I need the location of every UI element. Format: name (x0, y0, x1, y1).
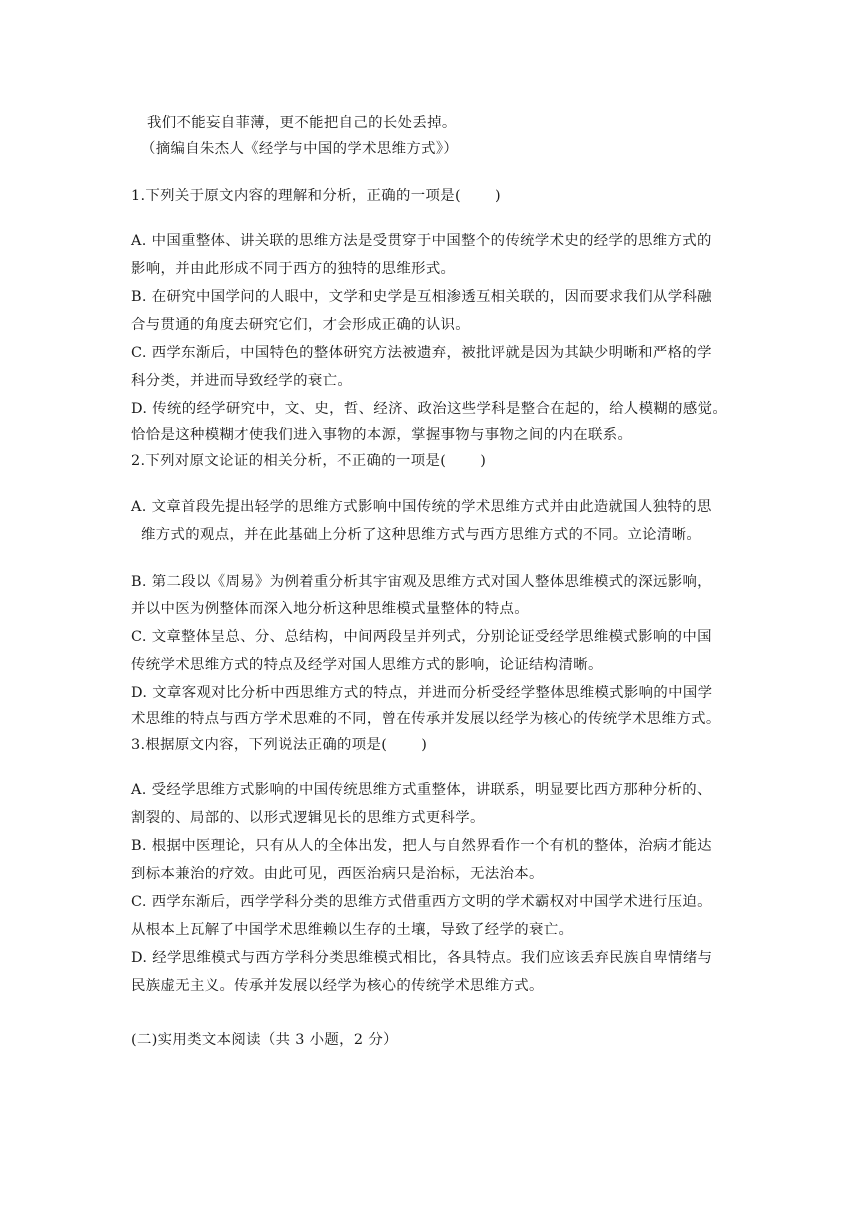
question-3-stem-close: ) (421, 737, 428, 753)
question-2-stem (131, 451, 486, 471)
q3-option-c-line2: 从根本上瓦解了中国学术思维赖以生存的土壤，导致了经学的衰亡。 (131, 922, 574, 938)
q1-option-a-line2: 影响，并由此形成不同于西方的独特的思维形式。 (131, 261, 456, 277)
q2-option-d-line1: D. 文章客观对比分析中西思维方式的特点，并进而分析受经学整体思维模式影响的中国学 (131, 685, 713, 701)
q2-option-d-line2: 术思维的特点与西方学术思难的不同，曾在传承并发展以经学为核心的传统学术思维方式。 (131, 711, 721, 727)
q2-option-b-line1: B. 第二段以《周易》为例着重分析其宇宙观及思维方式对国人整体思维模式的深远影响， (131, 574, 712, 590)
q3-option-d-line1: D. 经学思维模式与西方学科分类思维模式相比，各具特点。我们应该丢弃民族自卑情绪与 (131, 950, 713, 966)
q1-option-a-line1: A. 中国重整体、讲关联的思维方法是受贯穿于中国整个的传统学术史的经学的思维方式的 (131, 233, 712, 249)
q1-option-c-line1: C. 西学东渐后，中国特色的整体研究方法被遗弃，被批评就是因为其缺少明晰和严格的学 (131, 345, 712, 361)
q2-option-a-line2: 维方式的观点，并在此基础上分析了这种思维方式与西方思维方式的不同。立论清晰。 (141, 527, 702, 543)
q1-option-b-line1: B. 在研究中国学问的人眼中，文学和史学是互相渗透互相关联的，因而要求我们从学科融 (131, 289, 712, 305)
q3-option-a-line2: 割裂的、局部的、以形式逻辑见长的思维方式更科学。 (131, 810, 485, 826)
question-3-stem-text: 3.根据原文内容，下列说法正确的项是( (131, 737, 388, 753)
q1-option-c-line2: 科分类，并进而导致经学的衰亡。 (131, 373, 353, 389)
source-citation: （摘编自朱杰人《经学与中国的学术思维方式》） (141, 141, 459, 157)
q2-option-c-line2: 传统学术思维方式的特点及经学对国人思维方式的影响，论证结构清晰。 (131, 657, 603, 673)
q2-option-b-line2: 并以中医为例整体而深入地分析这种思维模式量整体的特点。 (131, 601, 529, 617)
question-1-stem (131, 186, 501, 206)
q3-option-c-line1: C. 西学东渐后，西学学科分类的思维方式借重西方文明的学术霸权对中国学术进行压迫。 (131, 894, 712, 910)
question-1-stem-text: 1.下列关于原文内容的理解和分析，正确的一项是( (131, 188, 461, 204)
q3-option-b-line1: B. 根据中医理论，只有从人的全体出发，把人与自然界看作一个有机的整体，治病才能达 (131, 838, 712, 854)
question-3-stem (131, 735, 427, 755)
question-1-stem-close: ) (494, 188, 501, 204)
q1-option-d-line2: 恰恰是这种模糊才使我们进入事物的本源，掌握事物与事物之间的内在联系。 (131, 427, 633, 443)
closing-sentence: 我们不能妄自菲薄，更不能把自己的长处丢掉。 (147, 115, 457, 131)
q3-option-d-line2: 民族虚无主义。传承并发展以经学为核心的传统学术思维方式。 (131, 978, 544, 994)
section-heading: (二)实用类文本阅读（共 3 小题，2 分） (131, 1032, 398, 1048)
question-2-stem-close: ) (480, 453, 487, 469)
q1-option-d-line1: D. 传统的经学研究中，文、史，哲、经济、政治这些学科是整合在起的，给人模糊的感觉。 (131, 401, 728, 417)
question-2-stem-text: 2.下列对原文论证的相关分析，不正确的一项是( (131, 453, 447, 469)
q1-option-b-line2: 合与贯通的角度去研究它们，才会形成正确的认识。 (131, 317, 471, 333)
q2-option-a-line1: A. 文章首段先提出轻学的思维方式影响中国传统的学术思维方式并由此造就国人独特的思 (131, 499, 712, 515)
q2-option-c-line1: C. 文章整体呈总、分、总结构，中间两段呈并列式，分别论证受经学思维模式影响的中国 (131, 629, 712, 645)
q3-option-b-line2: 到标本兼治的疗效。由此可见，西医治病只是治标，无法治本。 (131, 866, 544, 882)
q3-option-a-line1: A. 受经学思维方式影响的中国传统思维方式重整体，讲联系，明显要比西方那种分析的、 (131, 782, 712, 798)
